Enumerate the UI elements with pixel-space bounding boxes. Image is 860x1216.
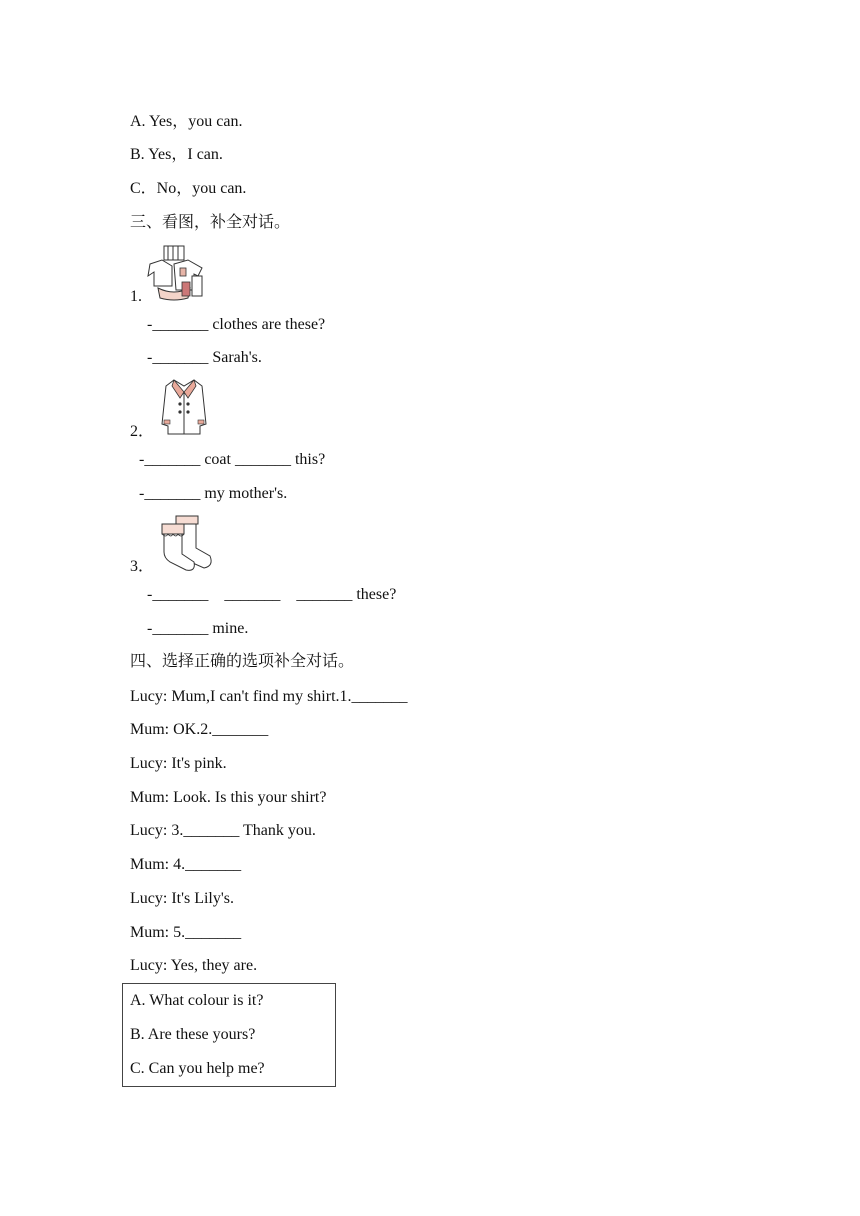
clothes-pile-icon [144,242,210,302]
item3-answer: -_______ mine. [147,620,249,637]
item3-question: -_______ _______ _______ these? [147,586,397,603]
item2-number: 2． [130,423,155,440]
dialogue-line: Lucy: It's Lily's. [130,890,234,907]
dialogue-line: Lucy: 3._______ Thank you. [130,822,316,839]
option-c: C．No，you can. [130,180,247,197]
dialogue-line: Mum: OK.2._______ [130,721,269,738]
item1-number: 1. [130,288,142,305]
item2-answer: -_______ my mother's. [139,485,288,502]
item1-question: -_______ clothes are these? [147,316,326,333]
box-option-b: B. Are these yours? [130,1026,256,1043]
dialogue-line: Mum: 5._______ [130,924,242,941]
option-a: A. Yes，you can. [130,113,243,130]
section3-heading: 三、看图，补全对话。 [130,214,291,231]
box-option-a: A. What colour is it? [130,992,264,1009]
box-option-c: C. Can you help me? [130,1060,265,1077]
dialogue-line: Mum: 4._______ [130,856,242,873]
socks-icon [158,514,214,572]
coat-icon [158,376,210,438]
option-b: B. Yes，I can. [130,146,223,163]
dialogue-line: Mum: Look. Is this your shirt? [130,789,327,806]
dialogue-line: Lucy: Yes, they are. [130,957,258,974]
item1-answer: -_______ Sarah's. [147,349,262,366]
dialogue-line: Lucy: Mum,I can't find my shirt.1._______ [130,688,408,705]
dialogue-line: Lucy: It's pink. [130,755,227,772]
item3-number: 3． [130,558,155,575]
item2-question: -_______ coat _______ this? [139,451,326,468]
section4-heading: 四、选择正确的选项补全对话。 [130,653,355,670]
